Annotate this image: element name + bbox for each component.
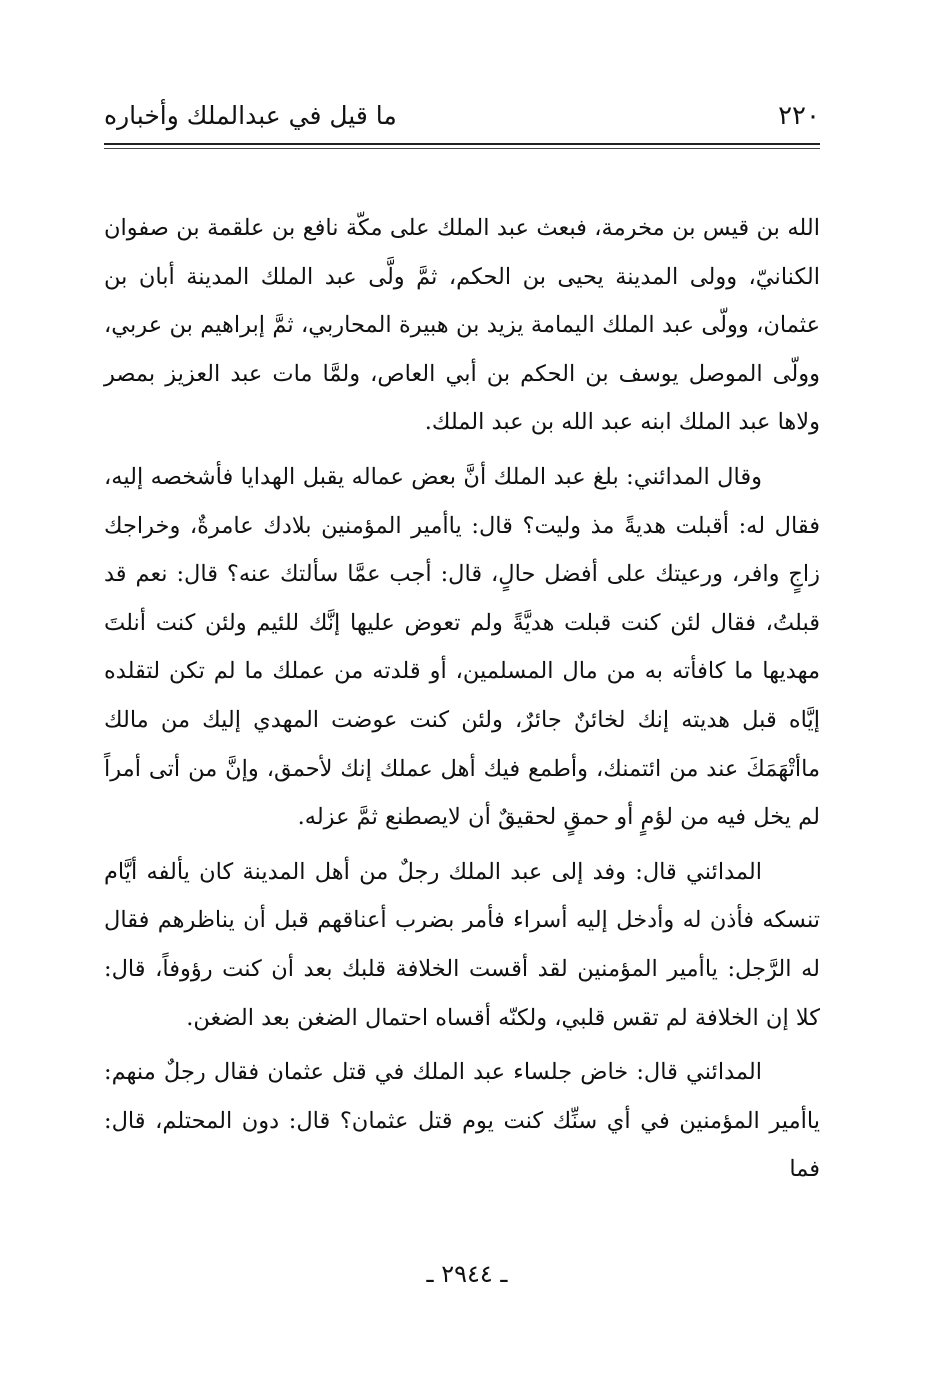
paragraph-4: المدائني قال: خاض جلساء عبد الملك في قتل عثمان فقال رجلٌ منهم: ياأمير المؤمنين في أي سنِّك كنت يوم قتل عثمان؟ قال: دون المحتلم، قال: فما — [104, 1059, 820, 1183]
header-title: ما قيل في عبدالملك وأخباره — [104, 101, 397, 130]
paragraph-3: المدائني قال: وفد إلى عبد الملك رجلٌ من أهل المدينة كان يألفه أيَّام تنسكه فأذن له وأدخل إليه أسراء فأمر بضرب أعناقهم قبل أن يناظرهم فقال له الرَّجل: ياأمير المؤمنين لقد أقست الخلافة قلبك بعد أن كنت رؤوفاً، قال: كلا إن الخلافة لم تقس قلبي، ولكنّه أقساه احتمال الضغن بعد الضغن. — [104, 858, 820, 1031]
main-text — [104, 204, 820, 1194]
footer-page-number: ـ ٢٩٤٤ ـ — [426, 1260, 508, 1288]
paragraph-1: الله بن قيس بن مخرمة، فبعث عبد الملك على مكّة نافع بن علقمة بن صفوان الكنانيّ، وولى المدينة يحيى بن الحكم، ثمَّ ولَّى عبد الملك المدينة أبان بن عثمان، وولّى عبد الملك اليمامة يزيد بن هبيرة المحاربي، ثمَّ إبراهيم بن عربي، وولّى الموصل يوسف بن الحكم بن أبي العاص، ولمَّا مات عبد العزيز بمصر ولاها عبد الملك ابنه عبد الله بن عبد الملك. — [104, 215, 820, 436]
header-rule — [104, 143, 820, 145]
paragraph-2: وقال المدائني: بلغ عبد الملك أنَّ بعض عماله يقبل الهدايا فأشخصه إليه، فقال له: أقبلت هديةً مذ وليت؟ قال: ياأمير المؤمنين بلادك عامرةٌ، وخراجك زاجٍ وافر، ورعيتك على أفضل حالٍ، قال: أجب عمَّا سألتك عنه؟ قال: نعم قد قبلتُ، فقال لئن كنت قبلت هديَّةً ولم تعوض عليها إنَّك للئيم ولئن كنت أنلتَ مهديها ما كافأته به من مال المسلمين، أو قلدته من عملك ما لم تكن لتقلده إيَّاه قبل هديته إنك لخائنٌ جائرٌ، ولئن كنت عوضت المهدي إليك من مالك ماأتْهَمَكَ عند من ائتمنك، وأطمع فيك أهل عملك إنك لأحمق، وإنَّ من أتى أمراً لم يخل فيه من لؤمٍ أو حمقٍ لحقيقٌ أن لايصطنع ثمَّ عزله. — [104, 463, 820, 831]
header-page-number: ٢٢٠ — [778, 101, 820, 131]
header-rule-thin — [104, 148, 820, 149]
running-header — [104, 96, 820, 136]
